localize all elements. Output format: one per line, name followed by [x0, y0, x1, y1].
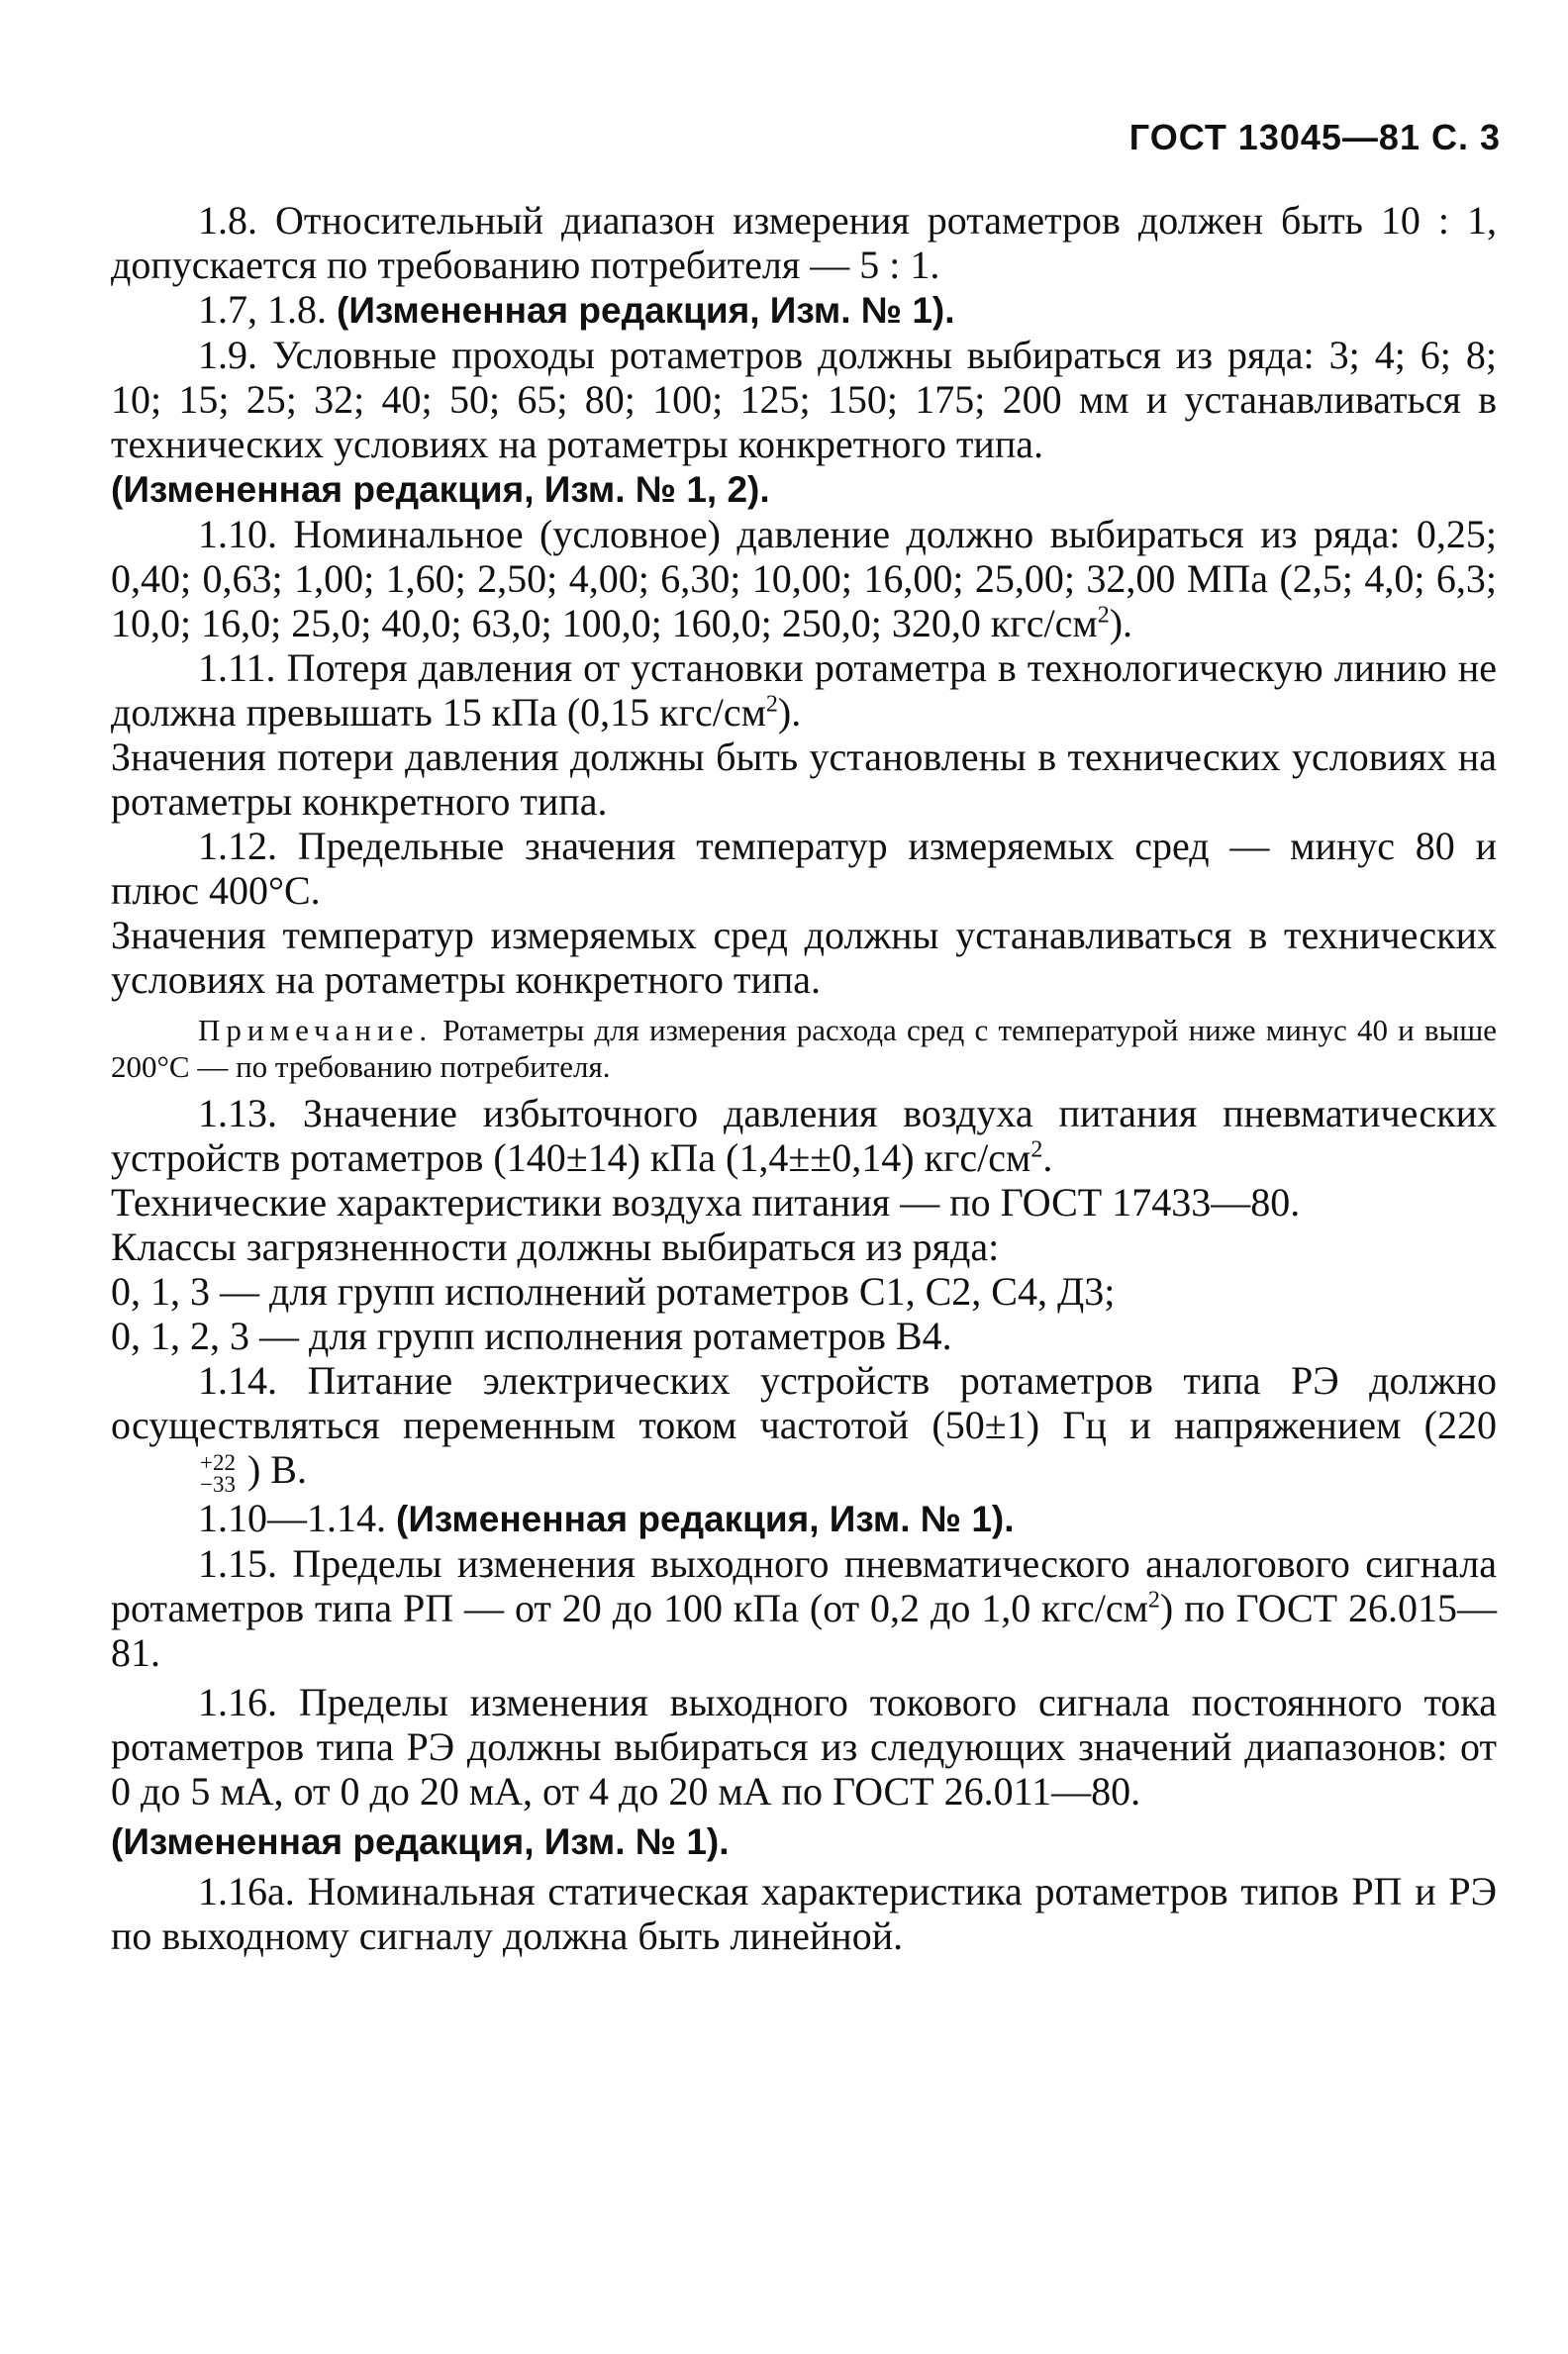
amendment-ref-prefix: 1.10—1.14. [198, 1495, 396, 1540]
amendment-ref-1-16 [111, 1818, 1497, 1864]
superscript: 2 [1147, 1587, 1160, 1614]
paragraph-1-15 [111, 1541, 1497, 1675]
paragraph-1-13-classes: Классы загрязненности должны выбираться из ряда: [111, 1225, 1000, 1269]
note [111, 1012, 1497, 1085]
paragraph-1-16a: 1.16а. Номинальная статическая характеристика ротаметров типов РП и РЭ по выходному сигналу должна быть линейной. [111, 1868, 1497, 1958]
paragraph-1-13-classes-b: 0, 1, 2, 3 — для групп исполнения ротаметров В4. [111, 1314, 952, 1358]
amendment-ref-1-7-1-8 [111, 287, 1497, 333]
paragraph-1-13-air-spec: Технические характеристики воздуха питания — по ГОСТ 17433—80. [111, 1180, 1301, 1225]
paragraph-1-11 [111, 645, 1497, 735]
paragraph-tail: . [1042, 1135, 1053, 1180]
paragraph-tail: ) по ГОСТ 26.015—81. [111, 1585, 1497, 1675]
voltage-tolerance [113, 1449, 236, 1497]
paragraph-text: 1.11. Потеря давления от установки ротаметра в технологическую линию не должна превышать 15 кПа (0,15 кгс/см [111, 645, 1497, 735]
paragraph-1-11-continued: Значения потери давления должны быть установлены в технических условиях на ротаметры конкретного типа. [111, 735, 1497, 824]
running-header: ГОСТ 13045—81 С. 3 [1128, 117, 1501, 157]
superscript: 2 [1030, 1136, 1043, 1163]
paragraph-text: 1.15. Пределы изменения выходного пневматического аналогового сигнала ротаметров типа РП — от 20 до 100 кПа (от 0,2 до 1,0 кгс/см [111, 1540, 1497, 1630]
paragraph-tail: ). [1109, 601, 1133, 645]
amendment-ref-bold: (Измененная редакция, Изм. № 1, 2). [111, 469, 770, 510]
amendment-ref-1-9 [111, 466, 1497, 512]
amendment-ref-prefix: 1.7, 1.8. [198, 287, 337, 332]
superscript: 2 [1097, 602, 1110, 629]
paragraph-tail: ) В. [237, 1447, 307, 1492]
document-body [111, 198, 1497, 1958]
tolerance-lower: −33 [200, 1471, 236, 1497]
amendment-ref-1-10-1-14 [111, 1496, 1497, 1541]
paragraph-1-12-continued: Значения температур измеряемых сред должны устанавливаться в технических условиях на ротаметры конкретного типа. [111, 913, 1497, 1002]
paragraph-text: 1.10. Номинальное (условное) давление должно выбираться из ряда: 0,25; 0,40; 0,63; 1,00; 1,60; 2,50; 4,00; 6,30; 10,00; 16,00; 25,00; 32,00 МПа (2,5; 4,0; 6,3; 10,0; 16,0; 25,0; 40,0; 63,0; 100,0; 160,0; 250,0; 320,0 кгс/см [111, 512, 1497, 645]
superscript: 2 [765, 691, 778, 718]
paragraph-1-9: 1.9. Условные проходы ротаметров должны выбираться из ряда: 3; 4; 6; 8; 10; 15; 25; 32; 40; 50; 65; 80; 100; 125; 150; 175; 200 мм и устанавливаться в технических условиях на ротаметры конкретного типа. [111, 333, 1497, 466]
paragraph-tail: ). [777, 690, 802, 735]
amendment-ref-bold: (Измененная редакция, Изм. № 1). [111, 1820, 730, 1862]
paragraph-1-13-classes-a: 0, 1, 3 — для групп исполнений ротаметров С1, С2, С4, Д3; [111, 1269, 1116, 1314]
paragraph-1-14 [111, 1358, 1497, 1496]
paragraph-text: 1.13. Значение избыточного давления воздуха питания пневматических устройств ротаметров (140±14) кПа (1,4±±0,14) кгс/см [111, 1091, 1497, 1180]
paragraph-1-12: 1.12. Предельные значения температур измеряемых сред — минус 80 и плюс 400°С. [111, 824, 1497, 913]
amendment-ref-bold: (Измененная редакция, Изм. № 1). [337, 290, 955, 331]
note-text: Ротаметры для измерения расхода сред с температурой ниже минус 40 и выше 200°С — по требованию потребителя. [111, 1013, 1497, 1084]
paragraph-1-8: 1.8. Относительный диапазон измерения ротаметров должен быть 10 : 1, допускается по требованию потребителя — 5 : 1. [111, 198, 1497, 287]
paragraph-1-16: 1.16. Пределы изменения выходного токового сигнала постоянного тока ротаметров типа РЭ должны выбираться из следующих значений диапазонов: от 0 до 5 мА, от 0 до 20 мА, от 4 до 20 мА по ГОСТ 26.011—80. [111, 1679, 1497, 1814]
paragraph-text: 1.14. Питание электрических устройств ротаметров типа РЭ должно осуществляться переменным током частотой (50±1) Гц и напряжением (220 [111, 1358, 1497, 1447]
note-label: Примечание. [198, 1013, 434, 1047]
amendment-ref-bold: (Измененная редакция, Изм. № 1). [396, 1498, 1015, 1539]
paragraph-1-13 [111, 1091, 1497, 1180]
paragraph-1-10 [111, 512, 1497, 645]
tolerance-upper: +22 [200, 1449, 236, 1475]
